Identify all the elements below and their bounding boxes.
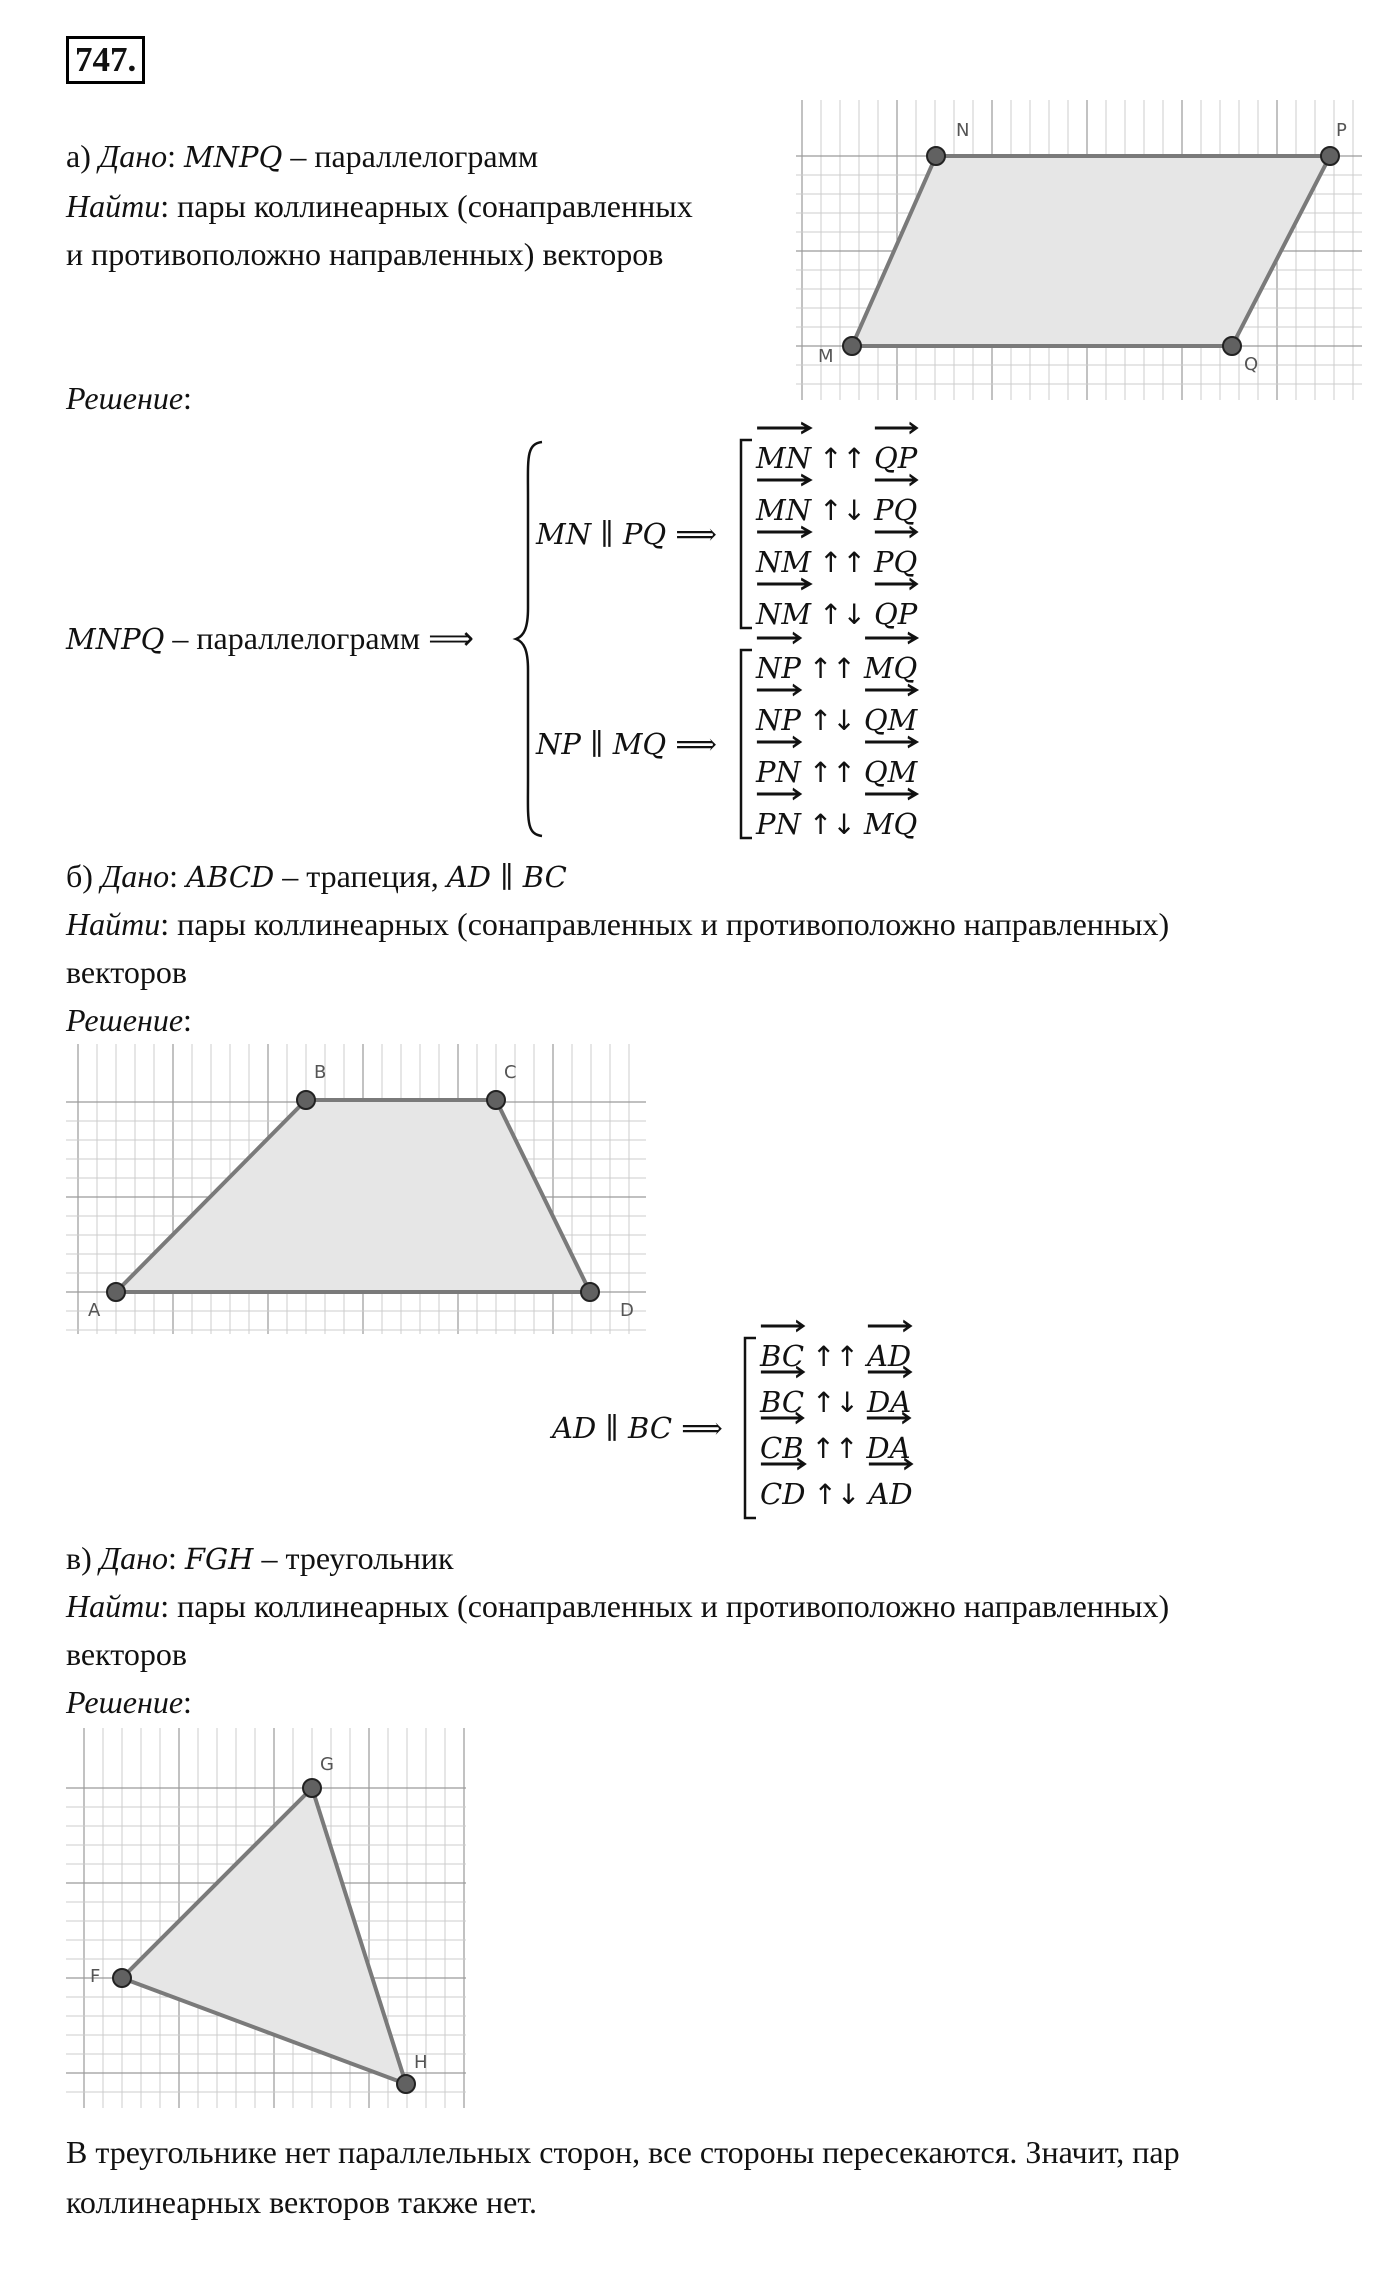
part-a-find-cont: и противоположно направленных) векторов bbox=[66, 236, 664, 272]
trapezoid-figure bbox=[66, 1044, 646, 1334]
task-number: 747. bbox=[66, 36, 145, 84]
part-b-find: Найти: пары коллинеарных (сонаправленных и противоположно направленных) bbox=[66, 906, 1170, 942]
bracket-b bbox=[742, 1336, 758, 1520]
vector-cd: CD bbox=[760, 1468, 805, 1520]
vector-pq: PQ bbox=[874, 536, 917, 588]
part-a-solution-heading: Решение: bbox=[66, 380, 192, 416]
vector-bc: BC bbox=[760, 1376, 804, 1428]
part-c-find: Найти: пары коллинеарных (сонаправленных и противоположно направленных) bbox=[66, 1588, 1170, 1624]
vector-mq: MQ bbox=[864, 642, 917, 694]
vector-nm: NM bbox=[756, 588, 811, 640]
vector-da: DA bbox=[867, 1376, 911, 1428]
conclusion-line-1: В треугольнике нет параллельных сторон, все стороны пересекаются. Значит, пар bbox=[66, 2134, 1180, 2170]
vector-pq: PQ bbox=[874, 484, 917, 536]
label-b: B bbox=[314, 1062, 327, 1083]
part-c-find-cont: векторов bbox=[66, 1636, 187, 1672]
label-a: A bbox=[88, 1300, 101, 1321]
ad-bc-pair-row bbox=[760, 1468, 913, 1521]
part-b-solution-heading: Решение: bbox=[66, 1002, 192, 1038]
label-q: Q bbox=[1244, 354, 1259, 375]
condition-ad-bc: AD ∥ BC ⟹ bbox=[552, 1411, 723, 1445]
np-mq-pair-row bbox=[756, 798, 917, 851]
relation-symbol: ↑↑ bbox=[808, 756, 856, 789]
point-h bbox=[397, 2075, 415, 2093]
part-c-given: в) Дано: FGH – треугольник bbox=[66, 1540, 454, 1576]
bracket-a1 bbox=[738, 438, 754, 630]
vector-np: NP bbox=[756, 642, 801, 694]
relation-symbol: ↑↓ bbox=[808, 808, 856, 841]
relation-symbol: ↑↓ bbox=[813, 1478, 861, 1511]
point-b bbox=[297, 1091, 315, 1109]
vector-qm: QM bbox=[864, 694, 917, 746]
point-n bbox=[927, 147, 945, 165]
vector-nm: NM bbox=[756, 536, 811, 588]
vector-qp: QP bbox=[874, 588, 917, 640]
vector-pn: PN bbox=[756, 798, 801, 850]
point-c bbox=[487, 1091, 505, 1109]
relation-symbol: ↑↑ bbox=[812, 1340, 859, 1373]
point-g bbox=[303, 1779, 321, 1797]
label-m: M bbox=[818, 346, 834, 367]
vector-pn: PN bbox=[756, 746, 801, 798]
point-p bbox=[1321, 147, 1339, 165]
vector-mn: MN bbox=[756, 484, 811, 536]
label-g: G bbox=[320, 1754, 334, 1775]
label-c: C bbox=[504, 1062, 517, 1083]
relation-symbol: ↑↑ bbox=[811, 1432, 859, 1465]
relation-symbol: ↑↑ bbox=[819, 546, 866, 579]
point-m bbox=[843, 337, 861, 355]
conclusion-line-2: коллинеарных векторов также нет. bbox=[66, 2184, 537, 2220]
label-f: F bbox=[90, 1966, 101, 1987]
relation-symbol: ↑↓ bbox=[819, 598, 866, 631]
point-f bbox=[113, 1969, 131, 1987]
part-a-find: Найти: пары коллинеарных (сонаправленных bbox=[66, 188, 693, 224]
vector-qp: QP bbox=[874, 432, 917, 484]
label-d: D bbox=[620, 1300, 634, 1321]
part-b-given: б) Дано: ABCD – трапеция, AD ∥ BC bbox=[66, 858, 567, 894]
vector-bc: BC bbox=[760, 1330, 804, 1382]
vector-mq: MQ bbox=[864, 798, 917, 850]
vector-ad: AD bbox=[867, 1330, 911, 1382]
system-brace bbox=[512, 438, 548, 840]
relation-symbol: ↑↑ bbox=[808, 652, 856, 685]
relation-symbol: ↑↑ bbox=[819, 442, 866, 475]
part-a-given: а) Дано: MNPQ – параллелограмм bbox=[66, 138, 539, 174]
relation-symbol: ↑↓ bbox=[808, 704, 856, 737]
bracket-a2 bbox=[738, 648, 754, 840]
label-h: H bbox=[414, 2052, 428, 2073]
vector-da: DA bbox=[866, 1422, 910, 1474]
vector-ad: AD bbox=[868, 1468, 912, 1520]
vector-np: NP bbox=[756, 694, 801, 746]
label-n: N bbox=[956, 120, 970, 141]
relation-symbol: ↑↓ bbox=[812, 1386, 859, 1419]
condition-mn-pq: MN ∥ PQ ⟹ bbox=[536, 517, 717, 551]
label-p: P bbox=[1336, 120, 1347, 141]
point-q bbox=[1223, 337, 1241, 355]
triangle-shape bbox=[122, 1788, 406, 2084]
point-d bbox=[581, 1283, 599, 1301]
premise: MNPQ – параллелограмм ⟹ bbox=[66, 620, 474, 656]
vector-qm: QM bbox=[864, 746, 917, 798]
part-b-find-cont: векторов bbox=[66, 954, 187, 990]
triangle-figure bbox=[66, 1728, 466, 2108]
condition-np-mq: NP ∥ MQ ⟹ bbox=[536, 727, 717, 761]
parallelogram-figure bbox=[796, 100, 1362, 400]
point-a bbox=[107, 1283, 125, 1301]
vector-mn: MN bbox=[756, 432, 811, 484]
part-c-solution-heading: Решение: bbox=[66, 1684, 192, 1720]
relation-symbol: ↑↓ bbox=[819, 494, 866, 527]
trapezoid-shape bbox=[116, 1100, 590, 1292]
vector-cb: CB bbox=[760, 1422, 804, 1474]
